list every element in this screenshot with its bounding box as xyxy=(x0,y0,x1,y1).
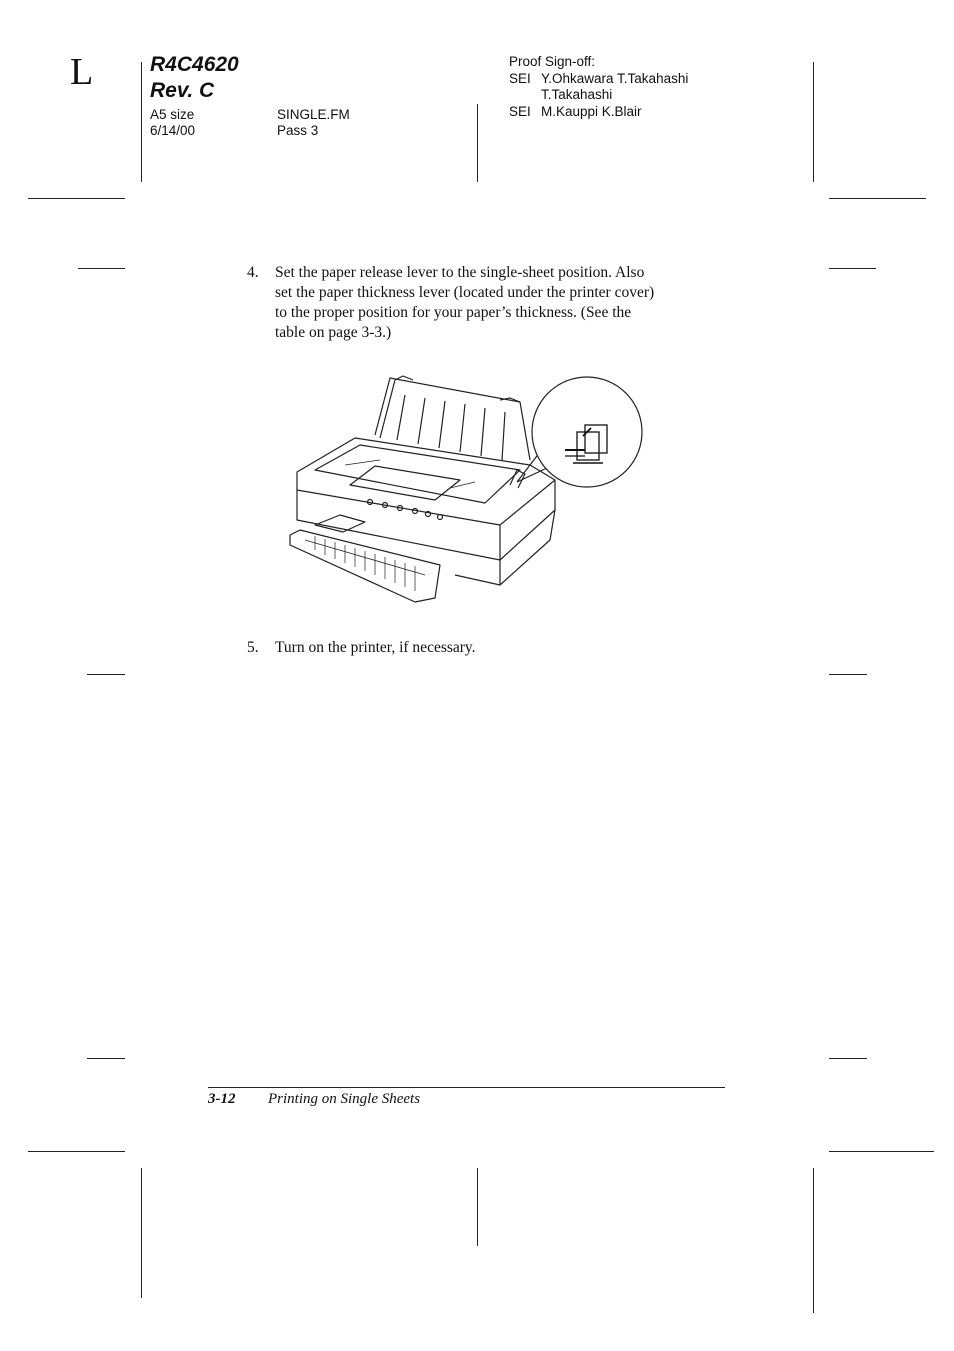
date: 6/14/00 xyxy=(150,123,196,138)
crop-mark xyxy=(813,1168,814,1313)
step-text-line: Set the paper release lever to the single-sheet position. Also xyxy=(275,264,645,281)
margin-mark xyxy=(87,674,125,675)
footer-rule xyxy=(208,1087,725,1088)
revision-title: Rev. C xyxy=(150,79,215,102)
file-name: SINGLE.FM xyxy=(277,107,350,122)
signoff-org: SEI xyxy=(509,71,531,86)
model-title: R4C4620 xyxy=(150,53,239,76)
section-title: Printing on Single Sheets xyxy=(268,1091,421,1107)
margin-mark xyxy=(829,674,867,675)
page-number: 3-12 xyxy=(208,1091,236,1107)
margin-mark xyxy=(829,1058,867,1059)
step-text-line: Turn on the printer, if necessary. xyxy=(275,639,476,656)
crop-mark xyxy=(28,1151,125,1152)
signoff-names: T.Takahashi xyxy=(541,87,613,102)
corner-letter: L xyxy=(70,51,94,93)
crop-mark xyxy=(477,104,478,182)
step-text-line: set the paper thickness lever (located under the printer cover) xyxy=(275,284,655,301)
margin-mark xyxy=(78,268,125,269)
margin-mark xyxy=(829,268,876,269)
step-text-line: to the proper position for your paper’s thickness. (See the xyxy=(275,304,632,321)
crop-mark xyxy=(477,1168,478,1246)
proof-title: Proof Sign-off: xyxy=(509,54,596,69)
crop-mark xyxy=(28,198,125,199)
step-number: 5. xyxy=(247,639,259,656)
crop-mark xyxy=(141,1168,142,1298)
crop-mark xyxy=(813,62,814,182)
step-number: 4. xyxy=(247,264,259,281)
signoff-names: Y.Ohkawara T.Takahashi xyxy=(541,71,689,86)
crop-mark xyxy=(141,62,142,182)
crop-mark xyxy=(829,1151,934,1152)
step-text-line: table on page 3-3.) xyxy=(275,324,392,341)
printer-illustration xyxy=(285,370,650,610)
crop-mark xyxy=(829,198,926,199)
signoff-org: SEI xyxy=(509,104,531,119)
signoff-names: M.Kauppi K.Blair xyxy=(541,104,642,119)
margin-mark xyxy=(87,1058,125,1059)
pass-number: Pass 3 xyxy=(277,123,319,138)
paper-size: A5 size xyxy=(150,107,195,122)
